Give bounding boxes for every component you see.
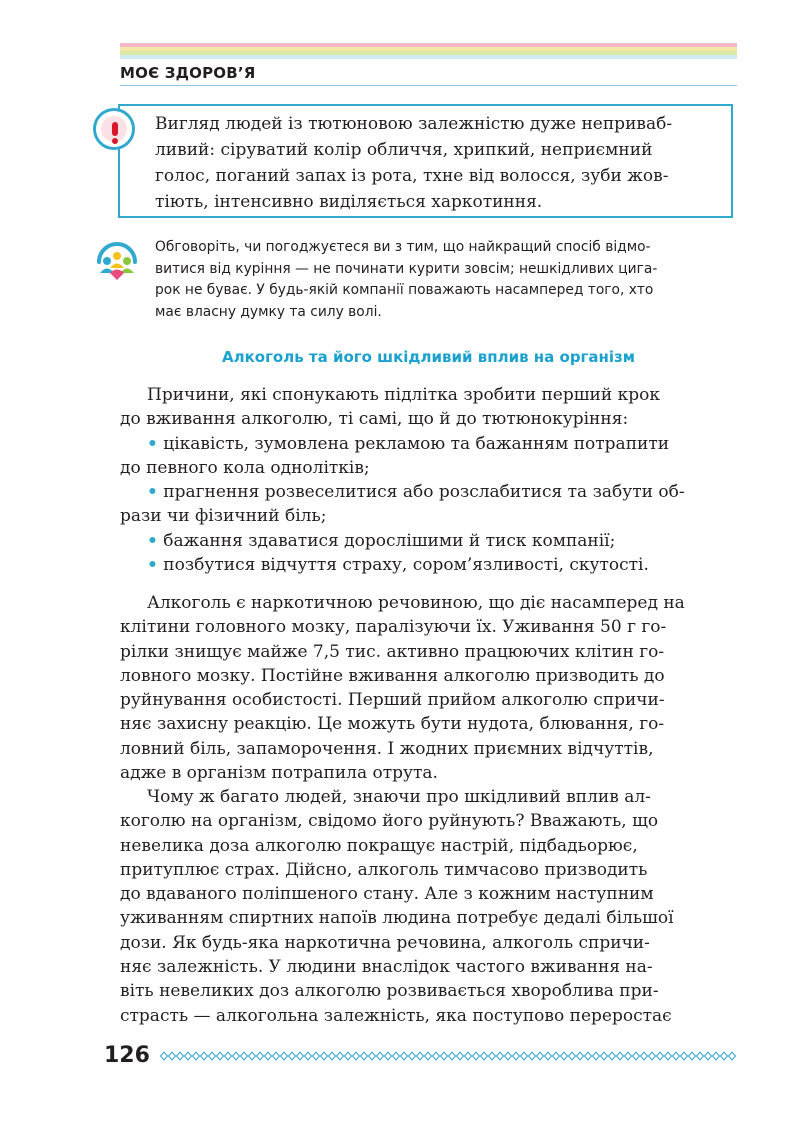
discussion-text	[155, 237, 735, 323]
bullet-item: • бажання здаватися дорослішими й тиск компанії;	[147, 530, 616, 551]
paragraph-line: няє захисну реакцію. Це можуть бути нудота, блювання, го-	[120, 714, 665, 735]
paragraph-line: коголю на організм, свідомо його руйнують? Вважають, що	[120, 811, 659, 832]
intro-line: Причини, які спонукають підлітка зробити перший крок	[147, 385, 660, 405]
paragraph-line: рілки знищує майже 7,5 тис. активно працюючих клітин го-	[120, 641, 665, 662]
page-number: 126	[104, 1043, 150, 1068]
title-divider	[120, 85, 737, 86]
intro-line: до вживання алкоголю, ті самі, що й до тютюнокуріння:	[120, 409, 629, 430]
group-discussion-icon	[93, 236, 141, 284]
exclamation-icon	[93, 108, 135, 150]
paragraph-line: притуплює страх. Дійсно, алкоголь тимчасово призводить	[120, 859, 648, 880]
intro-section	[120, 383, 737, 577]
subheading: Алкоголь та його шкідливий вплив на організм	[222, 348, 635, 366]
warning-line: тіють, інтенсивно виділяється харкотиння.	[155, 192, 543, 212]
bullet-item: • позбутися відчуття страху, сором’язливості, скутості.	[147, 555, 649, 576]
paragraph-line: до вдаваного поліпшеного стану. Але з кожним наступним	[120, 884, 654, 905]
bullet-continuation: до певного кола однолітків;	[120, 457, 370, 478]
paragraph-line: невелика доза алкоголю покращує настрій, підбадьорює,	[120, 835, 638, 856]
discussion-line: витися від куріння — не починати курити зовсім; нешкідливих цига-	[155, 260, 658, 277]
warning-line: Вигляд людей із тютюновою залежністю дуже неприваб-	[155, 114, 673, 134]
warning-line: голос, поганий запах із рота, тхне від волосся, зуби жов-	[155, 166, 669, 186]
bullet-item: • цікавість, зумовлена рекламою та бажанням потрапити	[147, 433, 670, 454]
paragraph-line: Алкоголь є наркотичною речовиною, що діє насамперед на	[147, 593, 685, 613]
section-title: МОЄ ЗДОРОВ’Я	[120, 64, 256, 82]
bullet-icon: •	[147, 482, 158, 503]
paragraph-line: уживанням спиртних напоїв людина потребує дедалі більшої	[120, 908, 674, 929]
discussion-line: має власну думку та силу волі.	[155, 303, 382, 320]
paragraph-1	[120, 591, 737, 785]
paragraph-line: Чому ж багато людей, знаючи про шкідливий вплив ал-	[147, 787, 651, 807]
paragraph-line: дози. Як будь-яка наркотична речовина, алкоголь спричи-	[120, 932, 650, 953]
paragraph-line: руйнування особистості. Перший прийом алкоголю спричи-	[120, 690, 665, 711]
bullet-icon: •	[147, 555, 158, 576]
page-footer-ornament	[160, 1051, 736, 1061]
paragraph-line: адже в організм потрапила отрута.	[120, 763, 438, 784]
bullet-continuation: рази чи фізичний біль;	[120, 506, 327, 527]
discussion-line: Обговоріть, чи погоджуєтеся ви з тим, що найкращий спосіб відмо-	[155, 239, 651, 255]
paragraph-line: страсть — алкогольна залежність, яка поступово переростає	[120, 1005, 672, 1026]
warning-text	[155, 111, 735, 215]
bullet-icon: •	[147, 433, 158, 454]
paragraph-line: ловного мозку. Постійне вживання алкоголю призводить до	[120, 665, 665, 686]
header-color-stripes	[120, 43, 737, 59]
discussion-line: рок не буває. У будь-якій компанії поважають насамперед того, хто	[155, 282, 654, 298]
paragraph-2	[120, 785, 737, 1028]
paragraph-line: няє залежність. У людини внаслідок частого вживання на-	[120, 957, 653, 978]
warning-line: ливий: сіруватий колір обличчя, хрипкий, неприємний	[155, 140, 653, 160]
paragraph-line: клітини головного мозку, паралізуючи їх. Уживання 50 г го-	[120, 617, 667, 638]
bullet-icon: •	[147, 530, 158, 551]
bullet-item: • прагнення розвеселитися або розслабитися та забути об-	[147, 482, 685, 503]
paragraph-line: ловний біль, запаморочення. І жодних приємних відчуттів,	[120, 738, 654, 759]
paragraph-line: віть невеликих доз алкоголю розвивається хвороблива при-	[120, 981, 659, 1002]
